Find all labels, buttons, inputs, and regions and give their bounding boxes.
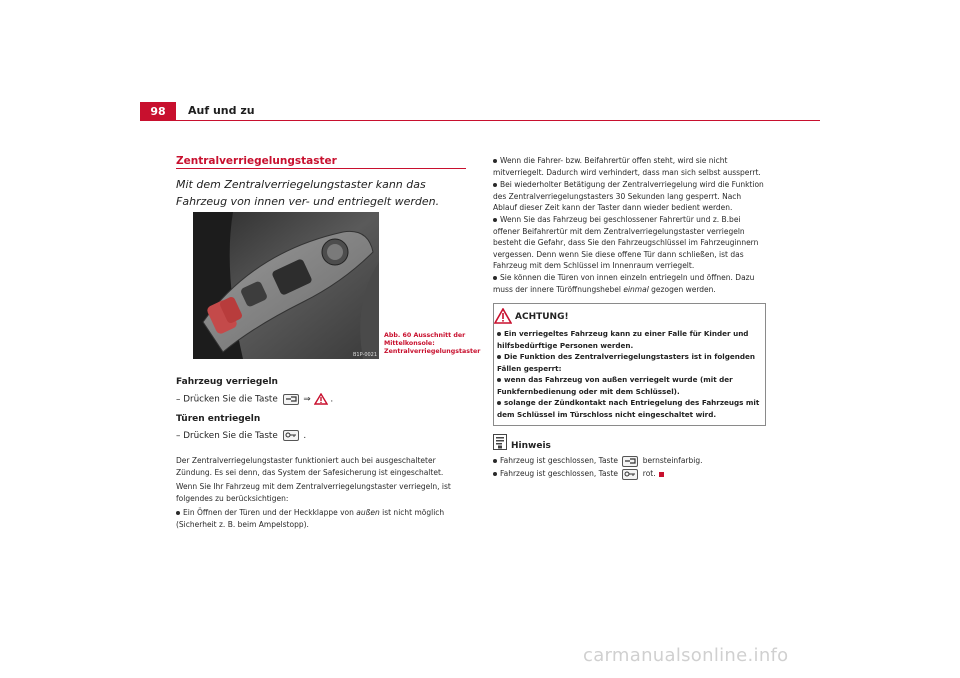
bullet-dot [176, 511, 180, 515]
unlock-key-icon [622, 469, 638, 480]
page-number: 98 [140, 102, 176, 120]
note-icon [493, 434, 507, 450]
warning-triangle-icon [314, 393, 328, 405]
warning-list [497, 328, 762, 420]
right-bullet-1: Wenn die Fahrer- bzw. Beifahrertür offen steht, wird sie nicht mitverriegelt. Dadurch wird verhindert, dass man sich selbst aussperrt. [493, 156, 761, 177]
unlock-step-end: . [303, 431, 307, 441]
warning-item: solange der Zündkontakt nach Entriegelung des Fahrzeugs mit dem Schlüssel im Türschloss nicht eingeschaltet wird. [497, 398, 760, 419]
section-lead: Mit dem Zentralverriegelungstaster kann das Fahrzeug von innen ver- und entriegelt werden. [176, 178, 440, 208]
lock-key-icon [283, 394, 299, 405]
note-item-2: Fahrzeug ist geschlossen, Taste rot. [493, 468, 765, 480]
section-rule [176, 168, 466, 169]
note-title: Hinweis [511, 441, 551, 451]
header-rule [140, 120, 820, 121]
unlock-key-icon [283, 430, 299, 441]
end-marker [659, 472, 664, 477]
unlock-step [176, 430, 306, 441]
lock-step-text: – Drücken Sie die Taste [176, 394, 278, 405]
warning-item: Ein verriegeltes Fahrzeug kann zu einer Falle für Kinder und hilfsbedürftige Personen werden. [497, 329, 749, 350]
unlock-heading: Türen entriegeln [176, 414, 261, 424]
body-para-1: Der Zentralverriegelungstaster funktioniert auch bei ausgeschalteter Zündung. Es sei denn, das System der Safesicherung ist eingeschaltet. [176, 456, 444, 477]
warning-item: wenn das Fahrzeug von außen verriegelt wurde (mit der Funkfernbedienung oder mit dem Schlüssel). [497, 375, 733, 396]
right-bullet-4: Sie können die Türen von innen einzeln entriegeln und öffnen. Dazu muss der innere Türöffnungshebel einmal gezogen werden. [493, 273, 755, 294]
lock-step [176, 393, 333, 405]
lock-step-ref: ⇒ [303, 394, 311, 405]
warning-icon [494, 308, 512, 324]
caption-label: Abb. 60 [384, 332, 412, 339]
watermark: carmanualsonline.info [583, 645, 789, 666]
right-bullet-2: Bei wiederholter Betätigung der Zentralverriegelung wird die Funktion des Zentralverriegelungstasters 30 Sekunden lang gesperrt. Nach Ablauf dieser Zeit kann der Taster dann wieder bedient werden. [493, 180, 764, 212]
unlock-step-text: – Drücken Sie die Taste [176, 431, 278, 441]
right-bullet-3: Wenn Sie das Fahrzeug bei geschlossener Fahrertür und z. B.bei offener Beifahrertür mit dem Zentralverriegelungstaster verriegeln besteht die Gefahr, dass Sie den Fahrzeugschlüssel im Fahrzeuginnern vergessen. Denn wenn Sie diese offene Tür dann schließen, ist das Fahrzeug mit dem Schlüssel im Innenraum verriegelt. [493, 215, 759, 270]
body-para-2: Wenn Sie Ihr Fahrzeug mit dem Zentralverriegelungstaster verriegeln, ist folgendes zu berücksichtigen: [176, 482, 451, 503]
figure-caption [384, 332, 481, 356]
lock-key-icon [622, 456, 638, 467]
figure-code: B1P-0021 [353, 352, 378, 358]
caption-text: Ausschnitt der Mittelkonsole: Zentralverriegelungstaster [384, 332, 481, 355]
section-title: Zentralverriegelungstaster [176, 155, 337, 167]
figure-photo [193, 212, 379, 359]
lock-heading: Fahrzeug verriegeln [176, 377, 278, 387]
note-item-1: Fahrzeug ist geschlossen, Taste bernsteinfarbig. [493, 455, 765, 467]
body-bullet-1: Ein Öffnen der Türen und der Heckklappe von außen ist nicht möglich (Sicherheit z. B. beim Ampelstopp). [176, 508, 445, 529]
warning-item: Die Funktion des Zentralverriegelungstasters ist in folgenden Fällen gesperrt: [497, 352, 756, 373]
running-head: Auf und zu [188, 104, 255, 117]
lock-step-end: . [330, 394, 334, 405]
warning-title: ACHTUNG! [515, 312, 569, 322]
